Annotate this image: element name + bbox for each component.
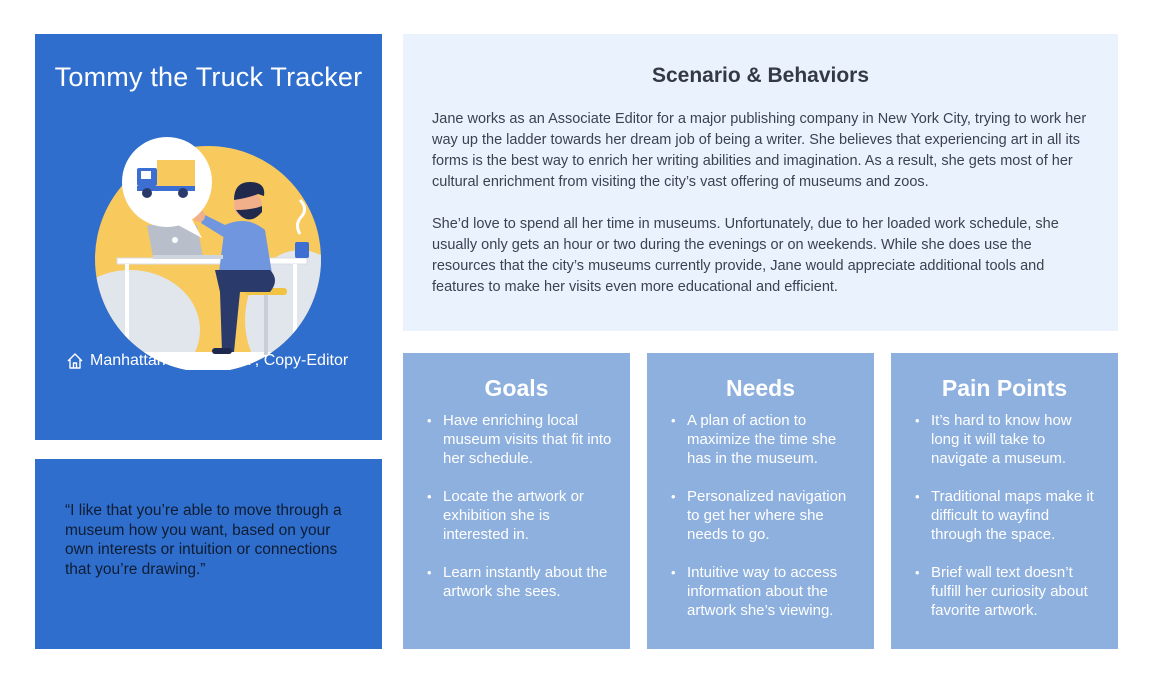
list-item: • A plan of action to maximize the time she has in the museum. (671, 411, 860, 468)
list-item: • Intuitive way to access information about the artwork she’s viewing. (671, 563, 860, 620)
people-icon (205, 352, 231, 370)
persona-name: Tommy the Truck Tracker (54, 62, 363, 92)
persona-quote-card (35, 459, 382, 649)
list-item: • Locate the artwork or exhibition she is interested in. (427, 487, 616, 544)
pain-points-list (915, 411, 1104, 639)
home-icon (66, 352, 84, 370)
occupation-text: 27, Copy-Editor (237, 352, 349, 369)
man-at-laptop-illustration (95, 130, 325, 370)
needs-title: Needs (725, 375, 796, 401)
list-item: • Have enriching local museum visits that fit into her schedule. (427, 411, 616, 468)
persona-quote: “I like that you’re able to move through a museum how you want, based on your own interests or intuition or connections that you’re drawing.” (65, 502, 342, 578)
goals-card (403, 353, 630, 649)
needs-list (671, 411, 860, 639)
location-text: Manhattan (90, 352, 166, 369)
list-item: • Brief wall text doesn’t fulfill her curiosity about favorite artwork. (915, 563, 1104, 620)
goals-title: Goals (484, 375, 549, 401)
scenario-paragraph: Jane works as an Associate Editor for a major publishing company in New York City, trying to work her way up the ladder towards her dream job of being a writer. She believes that experiencing art in all its forms is the best way to enrich her writing abilities and imagination. As a result, she gets most of her cultural enrichment from visiting the city’s vast offering of museums and zoos. (432, 111, 1087, 190)
pain-points-title: Pain Points (941, 375, 1068, 401)
pain-points-card (891, 353, 1118, 649)
occupation-meta (205, 352, 348, 370)
scenario-title: Scenario & Behaviors (651, 64, 870, 87)
list-item: • Learn instantly about the artwork she sees. (427, 563, 616, 601)
needs-card (647, 353, 874, 649)
persona-profile-card (35, 34, 382, 440)
location-meta (66, 352, 166, 370)
list-item: • Traditional maps make it difficult to wayfind through the space. (915, 487, 1104, 544)
scenario-body (432, 109, 1090, 319)
list-item: • Personalized navigation to get her where she needs to go. (671, 487, 860, 544)
scenario-paragraph: She’d love to spend all her time in museums. Unfortunately, due to her loaded work schedule, she usually only gets an hour or two during the evenings or on weekends. While she does use the resources that the city’s museums currently provide, Jane would appreciate additional tools and features to make her visits even more educational and efficient. (432, 216, 1059, 295)
scenario-panel (403, 34, 1118, 331)
list-item: • It’s hard to know how long it will take to navigate a museum. (915, 411, 1104, 468)
goals-list (427, 411, 616, 620)
